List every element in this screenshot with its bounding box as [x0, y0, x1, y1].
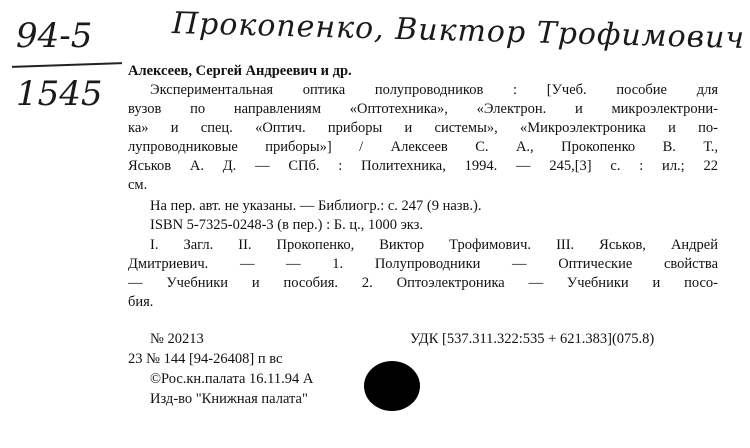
- handwritten-call-number-bottom: 1545: [16, 74, 103, 114]
- handwritten-call-number-top: 94-5: [16, 16, 93, 56]
- title-line-1: Экспериментальная оптика полупроводников : [Учеб. пособие для: [150, 82, 718, 98]
- imprint-line-2: ©Рос.кн.палата 16.11.94 А: [150, 371, 314, 387]
- isbn-line: ISBN 5-7325-0248-3 (в пер.) : Б. ц., 1000 экз.: [150, 217, 424, 233]
- tracings-line-3: — Учебники и пособия. 2. Оптоэлектроника — Учебники и посо-: [128, 275, 718, 291]
- tracings-line-1: I. Загл. II. Прокопенко, Виктор Трофимович. III. Яськов, Андрей: [150, 237, 718, 253]
- handwritten-author-note: Прокопенко, Виктор Трофимович: [171, 6, 746, 57]
- title-line-4: лупроводниковые приборы»] / Алексеев С. А., Прокопенко В. Т.,: [128, 139, 718, 155]
- title-line-6: см.: [128, 177, 148, 193]
- note-line-1: На пер. авт. не указаны. — Библиогр.: с. 247 (9 назв.).: [150, 198, 482, 214]
- tracings-line-2: Дмитриевич. — — 1. Полупроводники — Оптические свойства: [128, 256, 718, 272]
- ink-blot: [364, 361, 420, 411]
- title-line-2: вузов по направлениям «Оптотехника», «Электрон. и микроэлектрони-: [128, 101, 718, 117]
- udc-classification: УДК [537.311.322:535 + 621.383](075.8): [410, 331, 655, 347]
- tracings-line-4: бия.: [128, 294, 154, 310]
- record-number: № 20213: [150, 331, 204, 347]
- handwritten-divider-line: [12, 62, 122, 68]
- imprint-line-3: Изд-во "Книжная палата": [150, 391, 308, 407]
- imprint-line-1: 23 № 144 [94-26408] п вс: [128, 351, 283, 367]
- title-line-3: ка» и спец. «Оптич. приборы и системы», «Микроэлектроника и по-: [128, 120, 718, 136]
- author-heading: Алексеев, Сергей Андреевич и др.: [128, 63, 352, 79]
- title-line-5: Яськов А. Д. — СПб. : Политехника, 1994. — 245,[3] с. : ил.; 22: [128, 158, 718, 174]
